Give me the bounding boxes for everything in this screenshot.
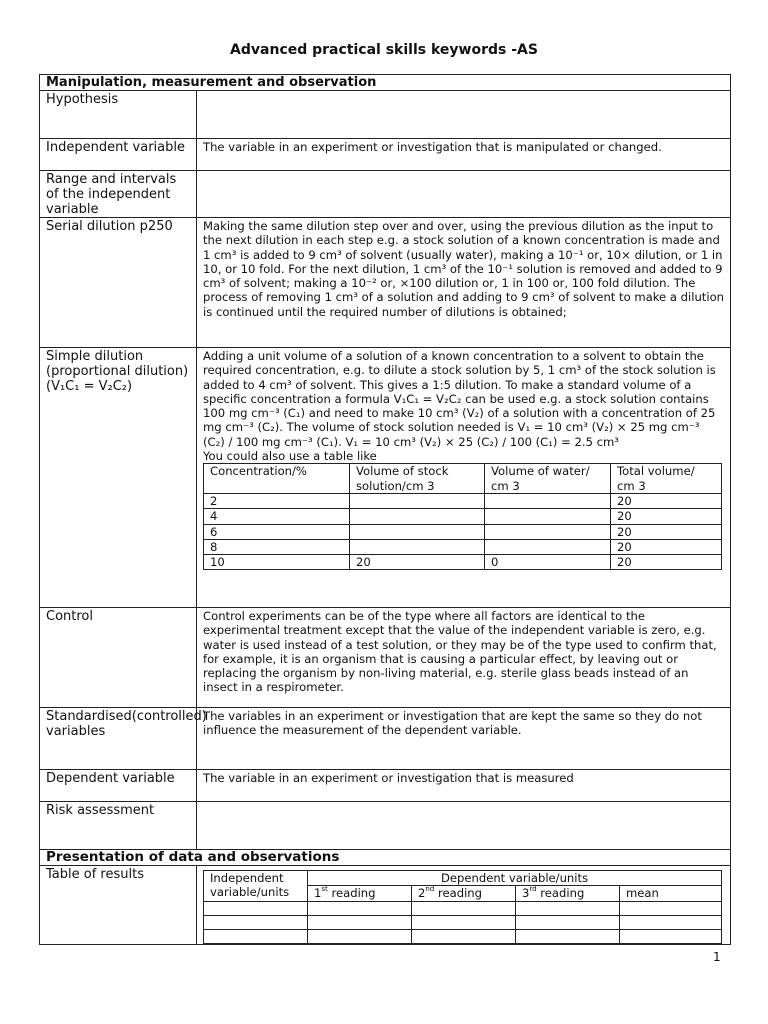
table-cell: 4: [204, 509, 350, 524]
section-header-row: [40, 75, 731, 91]
table-cell: [350, 493, 485, 508]
results-table-cell: [197, 866, 731, 945]
section-presentation: Presentation of data and observations: [40, 850, 731, 866]
table-cell: [485, 539, 611, 554]
table-row: [40, 770, 731, 802]
mean-header: mean: [620, 886, 722, 901]
table-cell: 20: [611, 524, 722, 539]
results-table: [203, 870, 722, 944]
table-cell: [350, 524, 485, 539]
definition-range: [197, 171, 731, 218]
table-cell: 10: [204, 555, 350, 570]
definition-independent: The variable in an experiment or investigation that is manipulated or changed.: [197, 139, 731, 171]
definition-control: Control experiments can be of the type where all factors are identical to the experimental treatment except that the value of the independent variable is zero, e.g. water is used instead of a test solution, or they may be of the type used to confirm that, for example, it is an organism that is causing a particular effect, by leaving out or replacing the organism by non-living material, e.g. sterile glass beads instead of an insect in a respirometer.: [197, 608, 731, 708]
definition-risk: [197, 802, 731, 850]
definition-standardised: The variables in an experiment or investigation that are kept the same so they do not influence the measurement of the dependent variable.: [197, 708, 731, 770]
dilution-table-header: [204, 464, 722, 494]
definition-simple-dilution-cell: [197, 348, 731, 608]
table-cell: 20: [350, 555, 485, 570]
page-number: 1: [713, 950, 721, 964]
table-row: [40, 218, 731, 348]
table-row: [40, 91, 731, 139]
table-cell: 8: [204, 539, 350, 554]
table-row: [40, 348, 731, 608]
simple-dilution-formula: (V₁C₁ = V₂C₂): [46, 379, 133, 394]
table-cell: [350, 509, 485, 524]
reading-3-header: 3rd reading: [516, 886, 620, 901]
table-row: [204, 539, 722, 554]
term-standardised: Standardised(controlled) variables: [40, 708, 197, 770]
table-intro: You could also use a table like: [203, 449, 377, 464]
term-simple-dilution-cell: [40, 348, 197, 608]
term-table-of-results: Table of results: [40, 866, 197, 945]
term-control: Control: [40, 608, 197, 708]
keywords-table: [39, 74, 731, 945]
table-cell: 20: [611, 493, 722, 508]
term-simple-dilution: Simple dilution (proportional dilution): [46, 349, 189, 379]
table-row: [204, 509, 722, 524]
header-cell: Concentration/%: [204, 464, 350, 494]
table-row: [40, 708, 731, 770]
term-risk: Risk assessment: [40, 802, 197, 850]
table-cell: [485, 524, 611, 539]
table-cell: [485, 493, 611, 508]
table-cell: 0: [485, 555, 611, 570]
table-cell: 20: [611, 509, 722, 524]
table-row: [204, 524, 722, 539]
table-cell: [350, 539, 485, 554]
definition-hypothesis: [197, 91, 731, 139]
table-row: [40, 802, 731, 850]
section-header-row: [40, 850, 731, 866]
term-independent: Independent variable: [40, 139, 197, 171]
table-cell: 2: [204, 493, 350, 508]
table-row: [40, 171, 731, 218]
table-row: [40, 608, 731, 708]
term-serial-dilution: Serial dilution p250: [40, 218, 197, 348]
dilution-table: [203, 463, 722, 570]
table-cell: 20: [611, 555, 722, 570]
table-row: [204, 915, 722, 929]
term-dependent: Dependent variable: [40, 770, 197, 802]
definition-dependent: The variable in an experiment or investigation that is measured: [197, 770, 731, 802]
table-row: [40, 866, 731, 945]
header-cell: Total volume/ cm 3: [611, 464, 722, 494]
reading-1-header: 1st reading: [308, 886, 412, 901]
header-cell: Volume of water/ cm 3: [485, 464, 611, 494]
section-manipulation: Manipulation, measurement and observation: [40, 75, 731, 91]
table-row: [204, 929, 722, 943]
term-range: Range and intervals of the independent variable: [40, 171, 197, 218]
definition-simple-dilution: Adding a unit volume of a solution of a known concentration to a solvent to obtain the required concentration, e.g. to dilute a stock solution by 5, 1 cm³ of the stock solution is added to 4 cm³ of solvent. This gives a 1:5 dilution. To make a standard volume of a specific concentration a formula V₁C₁ = V₂C₂ can be used e.g. a stock solution contains 100 mg cm⁻³ (C₁) and need to make 10 cm³ (V₂) of a solution with a concentration of 25 mg cm⁻³ (C₂). The volume of stock solution needed is V₁ = 10 cm³ (V₂) × 25 mg cm⁻³ (C₂) / 100 mg cm⁻³ (C₁). V₁ = 10 cm³ (V₂) × 25 (C₂) / 100 (C₁) = 2.5 cm³: [203, 349, 716, 449]
table-cell: 20: [611, 539, 722, 554]
table-row: [204, 555, 722, 570]
results-header-row: [204, 871, 722, 886]
definition-serial-dilution: Making the same dilution step over and over, using the previous dilution as the input to the next dilution in each step e.g. a stock solution of a known concentration is made and 1 cm³ is added to 9 cm³ of solvent (usually water), making a 10⁻¹ or, 10× dilution, or 1 in 10, or 10 fold. For the next dilution, 1 cm³ of the 10⁻¹ solution is removed and added to 9 cm³ of solvent; making a 10⁻² or, ×100 dilution or, 1 in 100 or, 100 fold dilution. The process of removing 1 cm³ of a solution and adding to 9 cm³ of solvent to make a dilution is continued until the required number of dilutions is obtained;: [197, 218, 731, 348]
term-hypothesis: Hypothesis: [40, 91, 197, 139]
reading-2-header: 2nd reading: [412, 886, 516, 901]
table-cell: [485, 509, 611, 524]
header-cell: Volume of stock solution/cm 3: [350, 464, 485, 494]
table-row: [204, 901, 722, 915]
table-row: [204, 493, 722, 508]
dependent-variable-header: Dependent variable/units: [308, 871, 722, 886]
table-row: [40, 139, 731, 171]
table-cell: 6: [204, 524, 350, 539]
page-title: Advanced practical skills keywords -AS: [230, 42, 538, 58]
independent-variable-header: Independent variable/units: [204, 871, 308, 902]
